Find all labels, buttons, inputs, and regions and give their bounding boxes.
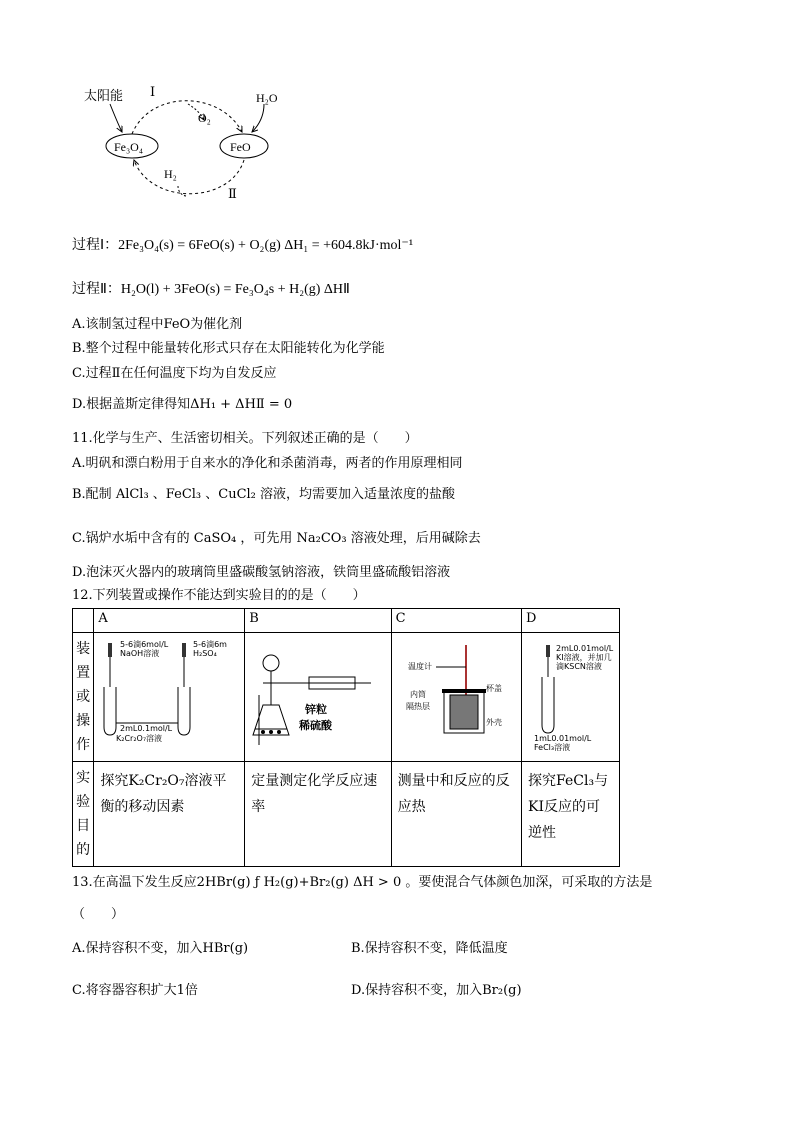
hydrogen-label: H₂ xyxy=(164,167,177,181)
apparatus-a-diagram xyxy=(98,635,238,753)
q10-option-a: A.该制氢过程中FeO为催化剂 xyxy=(72,317,243,332)
apparatus-b-diagram xyxy=(249,635,385,753)
q11-option-b: B.配制 AlCl₃ 、FeCl₃ 、CuCl₂ 溶液，均需要加入适量浓度的盐酸 xyxy=(72,487,456,502)
svg-text:滴KSCN溶液: 滴KSCN溶液 xyxy=(556,662,602,671)
apparatus-c-diagram xyxy=(396,635,516,753)
svg-text:2mL0.01mol/L: 2mL0.01mol/L xyxy=(556,644,614,653)
svg-text:KI溶液，并加几: KI溶液，并加几 xyxy=(556,653,612,662)
feo-label: FeO xyxy=(230,140,251,154)
q11-option-c: C.锅炉水垢中含有的 CaSO₄ ，可先用 Na₂CO₃ 溶液处理，后用碱除去 xyxy=(72,531,481,546)
q13-option-d: D.保持容积不变，加入Br₂(g) xyxy=(351,983,522,998)
col-label-d: D xyxy=(522,609,620,633)
apparatus-d-diagram xyxy=(526,635,614,753)
svg-text:5-6滴6mol/L: 5-6滴6mol/L xyxy=(120,640,169,649)
svg-text:FeCl₃溶液: FeCl₃溶液 xyxy=(534,743,571,752)
q11-option-a: A.明矾和漂白粉用于自来水的净化和杀菌消毒，两者的作用原理相同 xyxy=(72,456,463,471)
water-label: H₂O xyxy=(256,91,278,105)
q12-table xyxy=(72,608,620,867)
svg-text:NaOH溶液: NaOH溶液 xyxy=(120,649,160,658)
q13-option-c: C.将容器容积扩大1倍 xyxy=(72,983,198,998)
step2-label: Ⅱ xyxy=(228,187,237,202)
col-label-b: B xyxy=(245,609,391,633)
apparatus-c xyxy=(391,633,521,762)
apparatus-b xyxy=(245,633,391,762)
svg-text:1mL0.01mol/L: 1mL0.01mol/L xyxy=(534,734,592,743)
apparatus-d xyxy=(522,633,620,762)
fe-oxide-cycle-diagram xyxy=(70,80,300,205)
oxygen-label: O₂ xyxy=(198,111,211,125)
svg-text:H₂SO₄: H₂SO₄ xyxy=(193,649,218,658)
col-label-a: A xyxy=(94,609,245,633)
svg-text:隔热层: 隔热层 xyxy=(405,702,430,711)
q13-option-b: B.保持容积不变，降低温度 xyxy=(351,941,508,956)
q13-option-a: A.保持容积不变，加入HBr(g) xyxy=(72,941,249,956)
q10-option-c: C.过程Ⅱ在任何温度下均为自发反应 xyxy=(72,366,277,381)
q11-stem: 11.化学与生产、生活密切相关。下列叙述正确的是（ ） xyxy=(72,431,418,446)
process2-equation: 过程Ⅱ：H₂O(l) + 3FeO(s) = Fe₃O₄s + H₂(g) ΔHⅡ xyxy=(72,282,350,297)
svg-text:外壳: 外壳 xyxy=(485,718,502,727)
svg-text:杯盖: 杯盖 xyxy=(485,684,502,693)
svg-text:K₂Cr₂O₇溶液: K₂Cr₂O₇溶液 xyxy=(116,734,163,743)
step1-label: Ⅰ xyxy=(150,85,156,100)
q12-stem: 12.下列装置或操作不能达到实验目的的是（ ） xyxy=(72,588,366,603)
purpose-a: 探究K₂Cr₂O₇溶液平衡的移动因素 xyxy=(94,762,245,867)
purpose-d: 探究FeCl₃与KI反应的可逆性 xyxy=(522,762,620,867)
process1-equation: 过程Ⅰ：2Fe₃O₄(s) = 6FeO(s) + O₂(g) ΔH₁ = +604.8kJ·mol⁻¹ xyxy=(72,238,414,253)
svg-text:5-6滴6m: 5-6滴6m xyxy=(193,640,228,649)
q13-stem: 13.在高温下发生反应2HBr(g) ƒ H₂(g)+Br₂(g) ΔH > 0 。要使混合气体颜色加深，可采取的方法是 xyxy=(72,875,653,890)
q10-option-b: B.整个过程中能量转化形式只存在太阳能转化为化学能 xyxy=(72,341,385,356)
svg-text:温度计: 温度计 xyxy=(407,662,432,671)
svg-text:稀硫酸: 稀硫酸 xyxy=(299,719,333,732)
row-header-purpose: 实 验 目 的 xyxy=(73,762,94,867)
apparatus-a xyxy=(94,633,245,762)
purpose-b: 定量测定化学反应速率 xyxy=(245,762,391,867)
purpose-c: 测量中和反应的反应热 xyxy=(391,762,521,867)
q10-option-d: D.根据盖斯定律得知ΔH₁ + ΔHⅡ = 0 xyxy=(72,397,293,412)
svg-text:2mL0.1mol/L: 2mL0.1mol/L xyxy=(120,724,173,733)
svg-text:锌粒: 锌粒 xyxy=(305,703,328,716)
q13-paren: （ ） xyxy=(72,907,125,922)
q11-option-d: D.泡沫灭火器内的玻璃筒里盛碳酸氢钠溶液，铁筒里盛硫酸铝溶液 xyxy=(72,565,451,580)
row-header-apparatus: 装 置 或 操 作 xyxy=(73,633,94,762)
fe3o4-label: Fe₃O₄ xyxy=(114,140,144,154)
svg-text:内筒: 内筒 xyxy=(409,690,426,699)
col-label-c: C xyxy=(391,609,521,633)
solar-label: 太阳能 xyxy=(84,89,124,104)
